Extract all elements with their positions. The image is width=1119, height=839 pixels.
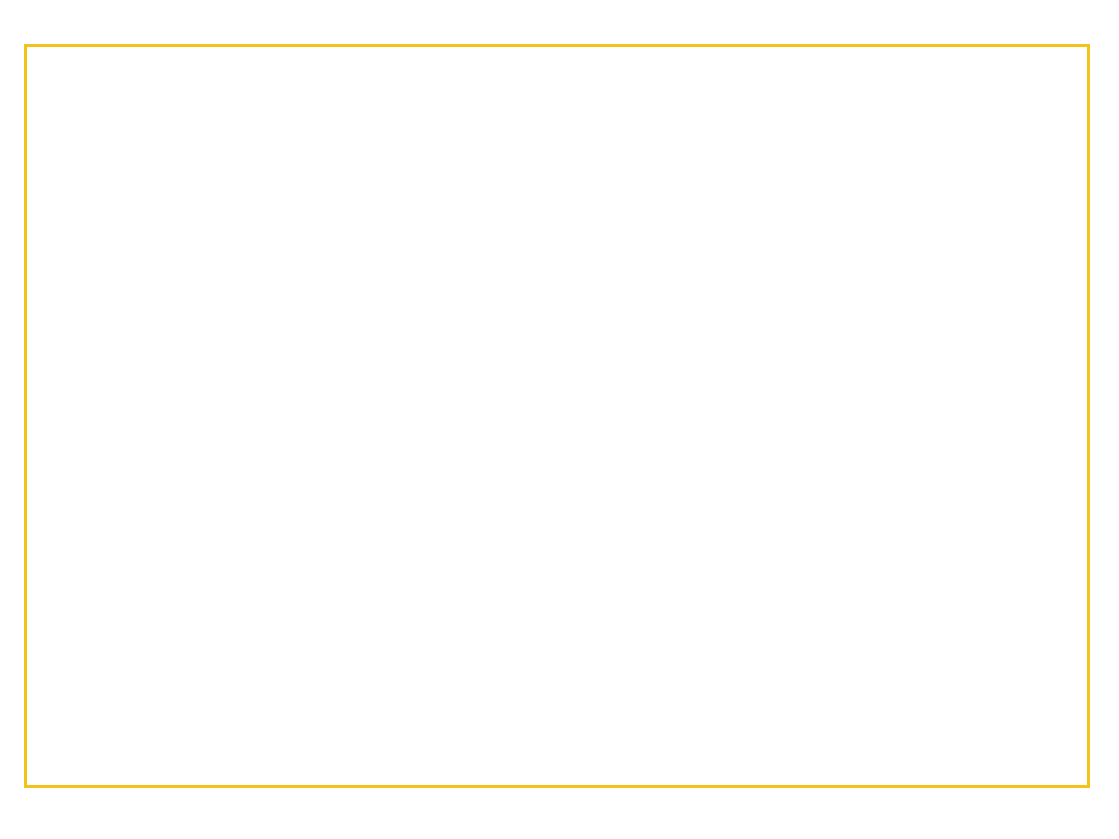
highlight-frame	[24, 44, 1090, 788]
